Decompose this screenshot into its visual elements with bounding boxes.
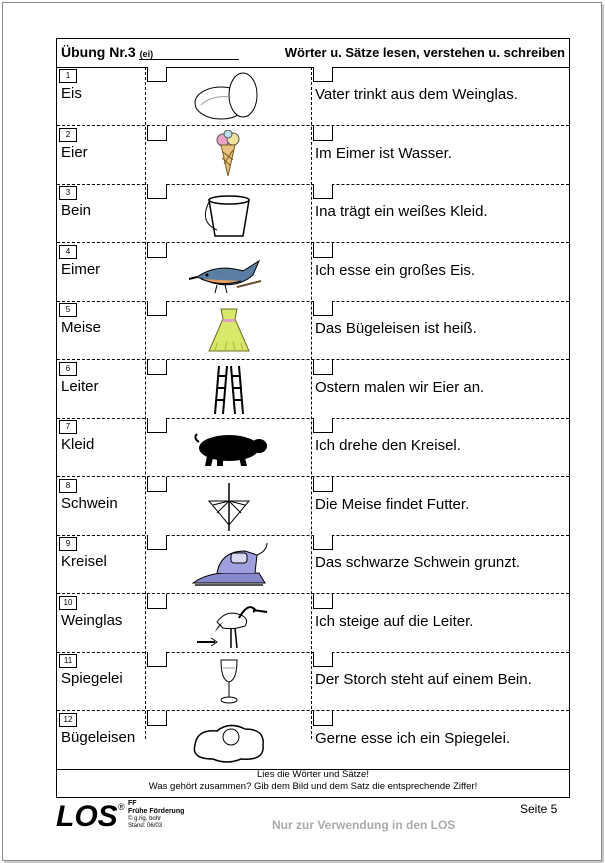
wine-glass-picture [187, 656, 271, 708]
sentence-answer-box[interactable] [313, 477, 333, 492]
sentence-label: Gerne esse ich ein Spiegelei. [315, 729, 511, 747]
footer-info: FF Frühe Förderung © g.rig. bohr Stand: 06/03 [128, 800, 185, 829]
row-number: 2 [59, 128, 77, 142]
word-label: Leiter [61, 377, 99, 395]
picture-answer-box[interactable] [147, 711, 167, 726]
instructions [57, 769, 569, 793]
row-number: 12 [59, 713, 77, 727]
sentence-answer-box[interactable] [313, 126, 333, 141]
sentence-label: Der Storch steht auf einem Bein. [315, 671, 532, 688]
sentence-answer-box[interactable] [313, 184, 333, 199]
row-number: 6 [59, 362, 77, 376]
sentence-answer-box[interactable] [313, 67, 333, 82]
picture-answer-box[interactable] [147, 535, 167, 550]
row-number: 4 [59, 245, 77, 259]
exercise-subtitle: Wörter u. Sätze lesen, verstehen u. schreiben [284, 45, 565, 60]
usage-note: Nur zur Verwendung in den LOS [272, 818, 456, 832]
picture-answer-box[interactable] [147, 652, 167, 667]
exercise-row [57, 711, 569, 770]
picture-answer-box[interactable] [147, 243, 167, 258]
word-label: Kreisel [61, 553, 107, 570]
word-label: Kleid [61, 436, 95, 453]
word-label: Bein [61, 202, 92, 219]
row-number: 3 [59, 186, 77, 200]
sentence-label: Ich esse ein großes Eis. [315, 261, 476, 279]
sentence-label: Die Meise findet Futter. [315, 495, 470, 513]
sentence-label: Ostern malen wir Eier an. [315, 378, 485, 396]
exercise-row [57, 418, 569, 477]
exercise-row [57, 126, 569, 185]
ice-cream-cone-picture [187, 130, 271, 182]
sentence-label: Ina trägt ein weißes Kleid. [315, 203, 488, 220]
sentence-answer-box[interactable] [313, 301, 333, 316]
sentence-label: Vater trinkt aus dem Weinglas. [315, 86, 518, 103]
dress-picture [187, 305, 271, 357]
picture-answer-box[interactable] [147, 184, 167, 199]
svg-text:®: ® [118, 802, 125, 812]
sentence-answer-box[interactable] [313, 418, 333, 433]
exercise-title: Übung Nr.3 (ei) [61, 44, 154, 60]
word-label: Bügeleisen [61, 728, 136, 746]
sentence-answer-box[interactable] [313, 652, 333, 667]
exercise-row [57, 535, 569, 594]
sentence-label: Im Eimer ist Wasser. [315, 144, 452, 162]
picture-answer-box[interactable] [147, 126, 167, 141]
spinning-top-picture [187, 481, 271, 533]
sentence-answer-box[interactable] [313, 360, 333, 375]
row-number: 11 [59, 654, 77, 668]
word-label: Eis [61, 85, 82, 102]
sentence-label: Ich steige auf die Leiter. [315, 612, 474, 630]
exercise-row [57, 301, 569, 360]
sentence-answer-box[interactable] [313, 594, 333, 609]
row-number: 9 [59, 537, 77, 551]
exercise-row [57, 594, 569, 653]
sentence-label: Das schwarze Schwein grunzt. [315, 554, 521, 571]
instruction-line-1: Lies die Wörter und Sätze! [257, 769, 369, 780]
picture-answer-box[interactable] [147, 477, 167, 492]
sentence-answer-box[interactable] [313, 711, 333, 726]
row-number: 1 [59, 69, 77, 83]
row-number: 10 [59, 596, 77, 610]
row-number: 5 [59, 303, 77, 317]
word-label: Eimer [61, 260, 101, 278]
name-line [139, 59, 239, 60]
sentence-label: Ich drehe den Kreisel. [315, 437, 461, 454]
pig-silhouette-picture [187, 422, 271, 474]
word-label: Spiegelei [61, 670, 123, 687]
picture-answer-box[interactable] [147, 418, 167, 433]
word-label: Meise [61, 319, 102, 336]
picture-answer-box[interactable] [147, 301, 167, 316]
exercise-row [57, 67, 569, 126]
exercise-row [57, 360, 569, 419]
sentence-answer-box[interactable] [313, 243, 333, 258]
picture-answer-box[interactable] [147, 67, 167, 82]
page-number: Seite 5 [520, 802, 558, 816]
worksheet [56, 38, 570, 798]
exercise-row [57, 184, 569, 243]
sentence-answer-box[interactable] [313, 535, 333, 550]
svg-text:LOS: LOS [56, 800, 118, 830]
word-label: Eier [61, 143, 88, 161]
exercise-row [57, 243, 569, 302]
stork-picture [187, 598, 271, 650]
row-number: 8 [59, 479, 77, 493]
sentence-label: Das Bügeleisen ist heiß. [315, 320, 477, 337]
word-label: Schwein [61, 494, 118, 512]
fried-egg-picture [187, 715, 271, 767]
picture-answer-box[interactable] [147, 594, 167, 609]
exercise-row [57, 652, 569, 711]
eggs-picture [187, 71, 271, 123]
worksheet-header [57, 39, 569, 68]
los-logo [56, 800, 126, 835]
picture-answer-box[interactable] [147, 360, 167, 375]
instruction-line-2: Was gehört zusammen? Gib dem Bild und dem Satz die entsprechende Ziffer! [148, 781, 478, 792]
word-label: Weinglas [61, 611, 123, 629]
nuthatch-bird-picture [187, 247, 271, 299]
row-number: 7 [59, 420, 77, 434]
exercise-row [57, 477, 569, 536]
ladder-picture [187, 364, 271, 416]
bucket-picture [187, 188, 271, 240]
iron-picture [187, 539, 271, 591]
